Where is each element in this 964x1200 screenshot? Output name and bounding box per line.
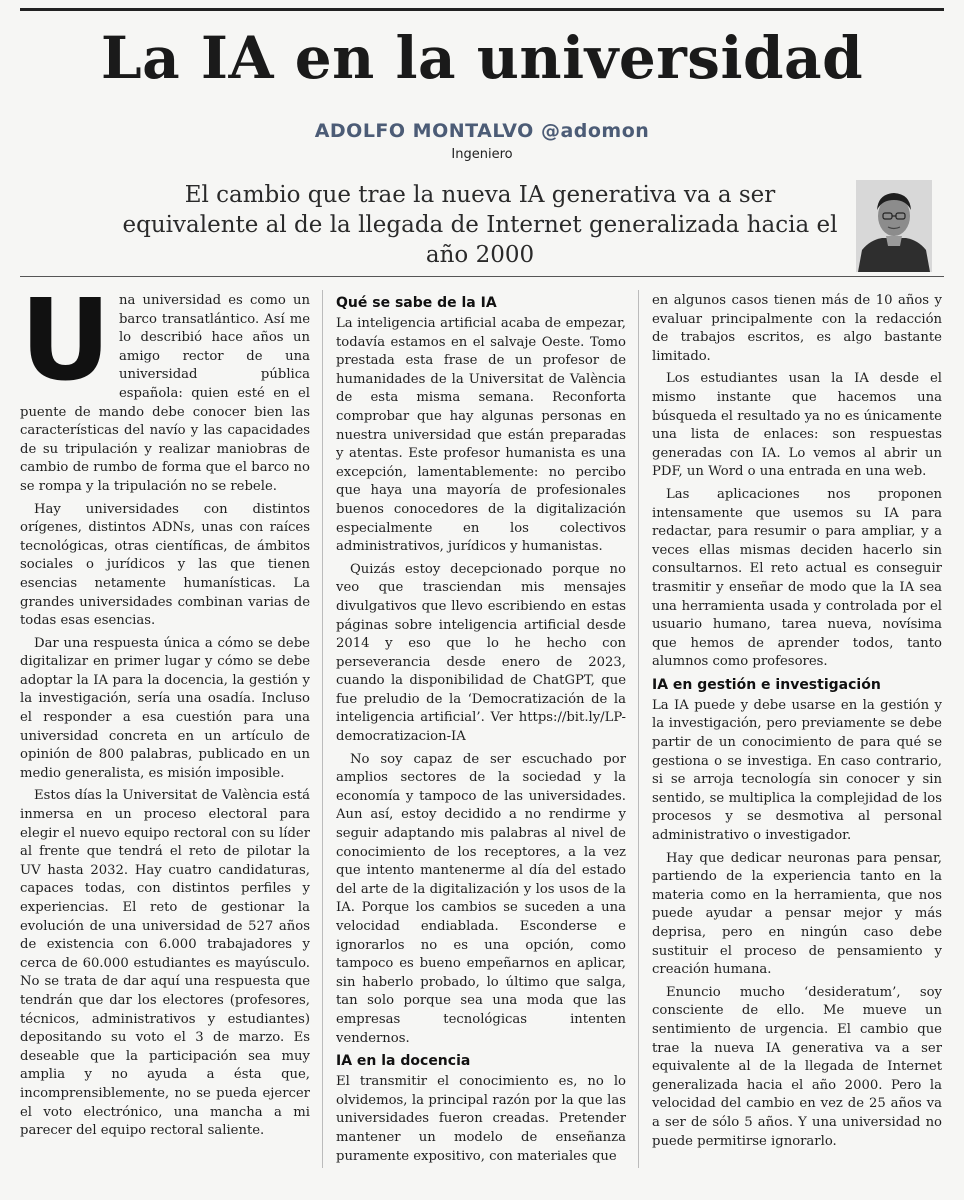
column-2 (336, 292, 626, 1172)
author-role: Ingeniero (451, 147, 513, 162)
paragraph: El transmitir el conocimiento es, no lo olvidemos, la principal razón por la que las universidades fueron creadas. Pretender mantener un modelo de enseñanza puramente expositivo, con materiales que (336, 1074, 626, 1164)
article-title: La IA en la universidad (100, 24, 864, 92)
article-subtitle: El cambio que trae la nueva IA generativa va a ser equivalente al de la llegada de Internet generalizada hacia el año 2000 (122, 182, 838, 268)
top-rule (20, 8, 944, 11)
author-photo (856, 180, 932, 272)
paragraph: en algunos casos tienen más de 10 años y evaluar principalmente con la redacción de trabajos escritos, es algo bastante limitado. (652, 293, 942, 364)
paragraph: Las aplicaciones nos proponen intensamente que usemos su IA para redactar, para resumir o para ampliar, y a veces ellas mismas deciden hacerlo sin consultarnos. El reto actual es conseguir trasmitir y enseñar de modo que la IA sea una herramienta usada y controlada por el usuario humano, tarea nueva, novísima que hemos de aprender todos, tanto alumnos como profesores. (652, 486, 942, 670)
paragraph: na universidad es como un barco transatlántico. Así me lo describió hace años un amigo rector de una universidad pública española: quien esté en el puente de mando debe conocer bien las características del navío y las capacidades de su tripulación y realizar maniobras de cambio de rumbo de forma que el barco no se rompa y la tripulación no se rebele. (20, 293, 310, 494)
paragraph: Los estudiantes usan la IA desde el mismo instante que hacemos una búsqueda el resultado ya no es únicamente una lista de enlaces: son respuestas generadas con IA. Lo vemos al abrir un PDF, un Word o una entrada en una web. (652, 371, 942, 480)
paragraph: Hay que dedicar neuronas para pensar, partiendo de la experiencia tanto en la materia como en la herramienta, que nos puede ayudar a pensar mejor y más deprisa, pero en ningún caso debe sustituir el proceso de pensamiento y creación humana. (652, 850, 942, 978)
section-heading: IA en la docencia (336, 1053, 471, 1070)
column-3 (652, 292, 942, 1172)
column-separator (322, 290, 323, 1168)
paragraph: Estos días la Universitat de València está inmersa en un proceso electoral para elegir el nuevo equipo rectoral con su líder al frente que tendrá el reto de pilotar la UV hasta 2032. Hay cuatro candidaturas, capaces todas, con distintos perfiles y experiencias. El reto de gestionar la evolución de una universidad de 527 años de existencia con 6.000 trabajadores y cerca de 60.000 estudiantes es mayúsculo. No se trata de dar aquí una respuesta que tendrán que dar los electores (profesores, técnicos, administrativos y estudiantes) depositando su voto el 3 de marzo. Es deseable que la participación sea muy amplia y no ayuda a ésta que, incomprensiblemente, no se pueda ejercer el voto electrónico, una mancha a mi parecer del equipo rectoral saliente. (20, 788, 310, 1139)
paragraph: Dar una respuesta única a cómo se debe digitalizar en primer lugar y cómo se debe adoptar la IA para la docencia, la gestión y la investigación, sería una osadía. Incluso el responder a esa cuestión para una universidad concreta en un artículo de opinión de 800 palabras, publicado en un medio generalista, es misión imposible. (20, 635, 310, 781)
section-heading: Qué se sabe de la IA (336, 295, 497, 311)
paragraph: Enuncio mucho ‘desideratum’, soy consciente de ello. Me mueve un sentimiento de urgencia. El cambio que trae la nueva IA generativa va a ser equivalente al de la llegada de Internet generalizada hacia el año 2000. Pero la velocidad del cambio en vez de 25 años va a ser de sólo 5 años. Y una universidad no puede permitirse ignorarlo. (652, 984, 942, 1149)
paragraph: Hay universidades con distintos orígenes, distintos ADNs, unas con raíces tecnológicas, otras científicas, de ámbitos sociales o jurídicos y las que tienen esencias netamente humanísticas. La grandes universidades combinan varias de todas esas esencias. (20, 501, 310, 629)
drop-cap: U (20, 292, 111, 406)
paragraph: No soy capaz de ser escuchado por amplios sectores de la sociedad y la economía y tampoco de las universidades. Aun así, estoy decidido a no rendirme y seguir adaptando mis palabras al nivel de conocimiento de los receptores, a la vez que intento mantenerme al día del estado del arte de la digitalización y los usos de la IA. Porque los cambios se suceden a una velocidad endiablada. Esconderse e ignorarlos no es una opción, como tampoco es bueno empeñarnos en aplicar, sin haberlo probado, lo último que salga, tan solo porque sea una moda que las empresas tecnológicas intenten vendernos. (336, 751, 626, 1046)
section-heading: IA en gestión e investigación (652, 676, 881, 693)
author-byline: ADOLFO MONTALVO @adomon (314, 120, 650, 142)
paragraph: Quizás estoy decepcionado porque no veo que trasciendan mis mensajes divulgativos que llevo escribiendo en estas páginas sobre inteligencia artificial desde 2014 y eso que lo he hecho con perseverancia desde enero de 2023, cuando la disponibilidad de ChatGPT, que fue preludio de la ‘Democratización de la inteligencia artificial’. Ver https://bit.ly/LP-democratizacion-IA (336, 561, 626, 745)
paragraph: La IA puede y debe usarse en la gestión y la investigación, pero previamente se debe partir de un conocimiento de para qué se gestiona o se investiga. En caso contrario, si se arroja tecnología sin conocer y sin sentido, se multiplica la complejidad de los procesos y se desmotiva al personal administrativo o investigador. (652, 697, 942, 844)
paragraph: La inteligencia artificial acaba de empezar, todavía estamos en el salvaje Oeste. Tomo prestada esta frase de un profesor de humanidades de la Universitat de València de esta misma semana. Reconforta comprobar que hay algunas personas en nuestra universidad que están preparadas y atentas. Este profesor humanista es una excepción, lamentablemente: no percibo que haya una mayoría de profesionales buenos conocedores de la digitalización especialmente en los colectivos administrativos, jurídicos y humanistas. (336, 316, 626, 555)
column-1 (20, 292, 310, 1172)
header-divider (20, 276, 944, 277)
column-separator (638, 290, 639, 1168)
